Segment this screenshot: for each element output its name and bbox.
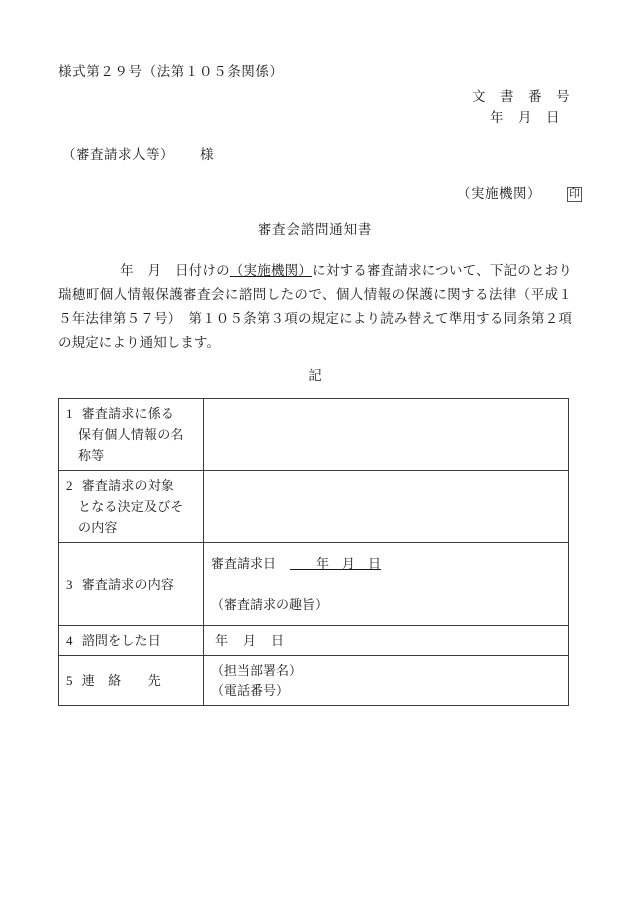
row-number: 4 <box>66 633 73 648</box>
row-value-3[interactable] <box>204 543 569 626</box>
request-date-label: 審査請求日 <box>211 556 277 571</box>
consultation-date-blank[interactable]: 年 月 日 <box>215 633 286 648</box>
row-value-5[interactable] <box>204 656 569 706</box>
table-row <box>59 543 569 626</box>
row-label-text-line2: 保有個人情報の名 <box>78 427 184 442</box>
contact-department-label: （担当部署名） <box>211 662 303 678</box>
addressee-name: （審査請求人等） <box>62 147 174 162</box>
row-number: 3 <box>66 576 73 592</box>
request-date-blank[interactable]: 年 月 日 <box>290 556 382 571</box>
row-label-1 <box>59 399 204 471</box>
row-label-text-line3: の内容 <box>78 520 118 535</box>
row-label-text-line1: 審査請求の対象 <box>81 478 175 493</box>
body-paragraph <box>58 259 572 355</box>
contact-phone-label: （電話番号） <box>211 682 290 698</box>
row-label-text-line1: 審査請求に係る <box>81 406 175 421</box>
row-label-3 <box>59 543 204 626</box>
issuer-name: （実施機関） <box>457 186 541 201</box>
row-label-2 <box>59 471 204 543</box>
table-row <box>59 471 569 543</box>
row-label-text-line3: 称等 <box>78 448 105 463</box>
document-date-label: 年 月 日 <box>490 110 560 125</box>
row-number: 5 <box>66 673 73 688</box>
addressee-honorific: 様 <box>200 147 214 162</box>
table-row <box>59 656 569 706</box>
row-value-4[interactable] <box>204 626 569 656</box>
issuer-line <box>457 182 582 202</box>
row-label-4 <box>59 626 204 656</box>
table-row <box>59 399 569 471</box>
kiji-marker: 記 <box>308 368 322 383</box>
row-label-5 <box>59 656 204 706</box>
row-number: 2 <box>66 478 73 493</box>
body-text-part-2: に対する審査請求について、下記のとおり瑞穂町個人情報保護審査会に諮問したので、個人情報の保護に関する法律（平成１５年法律第５７号） 第１０５条第３項の規定により読み替えて準用する同条第２項の規定により通知します。 <box>58 263 572 350</box>
row-label-text-line2: となる決定及びそ <box>78 499 184 514</box>
addressee-line <box>62 143 214 163</box>
seal-mark-icon: 印 <box>569 188 580 200</box>
row-number: 1 <box>66 406 73 421</box>
row-value-2[interactable] <box>204 471 569 543</box>
document-meta-block <box>472 86 570 128</box>
request-date-line <box>211 553 562 574</box>
body-text-underlined-agency: （実施機関） <box>229 263 313 278</box>
form-number: 様式第２９号（法第１０５条関係） <box>58 64 284 79</box>
row-label-text-line1: 連 絡 先 <box>81 673 161 688</box>
form-table <box>58 398 569 706</box>
row-label-text-line1: 審査請求の内容 <box>81 576 175 592</box>
request-gist-label: （審査請求の趣旨） <box>211 597 329 612</box>
page-title: 審査会諮問通知書 <box>257 222 373 237</box>
body-text-part-1: 年 月 日付けの <box>120 263 230 278</box>
table-row <box>59 626 569 656</box>
row-value-1[interactable] <box>204 399 569 471</box>
document-number-label: 文 書 番 号 <box>472 89 570 104</box>
row-label-text-line1: 諮問をした日 <box>81 633 161 648</box>
